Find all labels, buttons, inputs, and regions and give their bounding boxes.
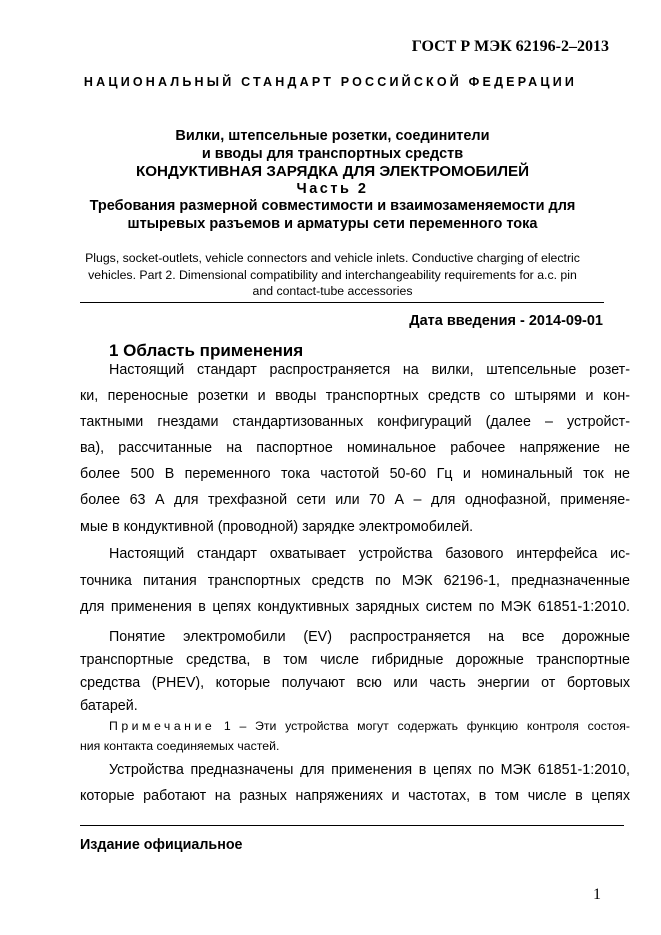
body-line: более 63 А для трехфазной сети или 70 А – для однофазной, применяе- <box>80 492 630 508</box>
footer-divider <box>80 825 624 826</box>
body-line: ки, переносные розетки и вводы транспортных средств со штырями и кон- <box>80 388 630 404</box>
subtitle-line: Требования размерной совместимости и взаимозаменяемости для <box>89 198 576 214</box>
body-line: ва), рассчитанные на паспортное номинальное рабочее напряжение не <box>80 440 630 456</box>
english-title-line: and contact-tube accessories <box>252 284 413 298</box>
body-line: мые в кондуктивной (проводной) зарядке электромобилей. <box>80 519 474 535</box>
body-line: более 500 В переменного тока частотой 50-60 Гц и номинальный ток не <box>80 466 630 482</box>
national-standard-heading: НАЦИОНАЛЬНЫЙ СТАНДАРТ РОССИЙСКОЙ ФЕДЕРАЦИИ <box>83 75 578 89</box>
body-line: тактными гнездами стандартизованных конфигураций (далее – устройст- <box>80 414 630 430</box>
date-of-introduction: Дата введения - 2014-09-01 <box>409 313 603 329</box>
body-line: батарей. <box>80 698 138 714</box>
english-title-line: Plugs, socket-outlets, vehicle connectors and vehicle inlets. Conductive charging of electric <box>85 251 580 265</box>
english-title-line: vehicles. Part 2. Dimensional compatibility and interchangeability requirements for a.c. pin <box>88 267 577 282</box>
page-number: 1 <box>593 886 601 903</box>
subtitle-line: штыревых разъемов и арматуры сети переменного тока <box>127 215 538 232</box>
note-text: 1 – Эти устройства могут содержать функцию контроля состоя- <box>215 719 630 733</box>
section-heading: 1 Область применения <box>109 341 304 360</box>
body-line: Настоящий стандарт распространяется на вилки, штепсельные розет- <box>109 362 630 378</box>
body-line: транспортные средства, в том числе гибридные дорожные транспортные <box>80 652 630 668</box>
title-line: КОНДУКТИВНАЯ ЗАРЯДКА ДЛЯ ЭЛЕКТРОМОБИЛЕЙ <box>135 163 530 180</box>
body-line: которые работают на разных напряжениях и частотах, в том числе в цепях <box>80 788 630 804</box>
body-line: Устройства предназначены для применения в цепях по МЭК 61851-1:2010, <box>109 762 630 778</box>
note-label: Примечание <box>109 719 216 733</box>
edition-label: Издание официальное <box>80 837 243 853</box>
title-line: Вилки, штепсельные розетки, соединители <box>175 128 490 144</box>
note <box>80 719 630 733</box>
body-line: Понятие электромобили (EV) распространяется на все дорожные <box>109 629 630 645</box>
title-divider <box>80 302 604 303</box>
part-label: Часть 2 <box>296 180 369 197</box>
english-title <box>60 250 605 300</box>
note-line: ния контакта соединяемых частей. <box>80 739 280 753</box>
gost-code: ГОСТ Р МЭК 62196-2–2013 <box>411 38 609 55</box>
document-title <box>60 128 605 233</box>
body-line: Настоящий стандарт охватывает устройства базового интерфейса ис- <box>109 546 630 562</box>
body-line: точника питания транспортных средств по МЭК 62196-1, предназначенные <box>80 573 630 589</box>
body-line: для применения в цепях кондуктивных зарядных систем по МЭК 61851-1:2010. <box>80 599 630 615</box>
body-line: средства (PHEV), которые получают всю или часть энергии от бортовых <box>80 675 630 691</box>
title-line: и вводы для транспортных средств <box>201 145 464 162</box>
